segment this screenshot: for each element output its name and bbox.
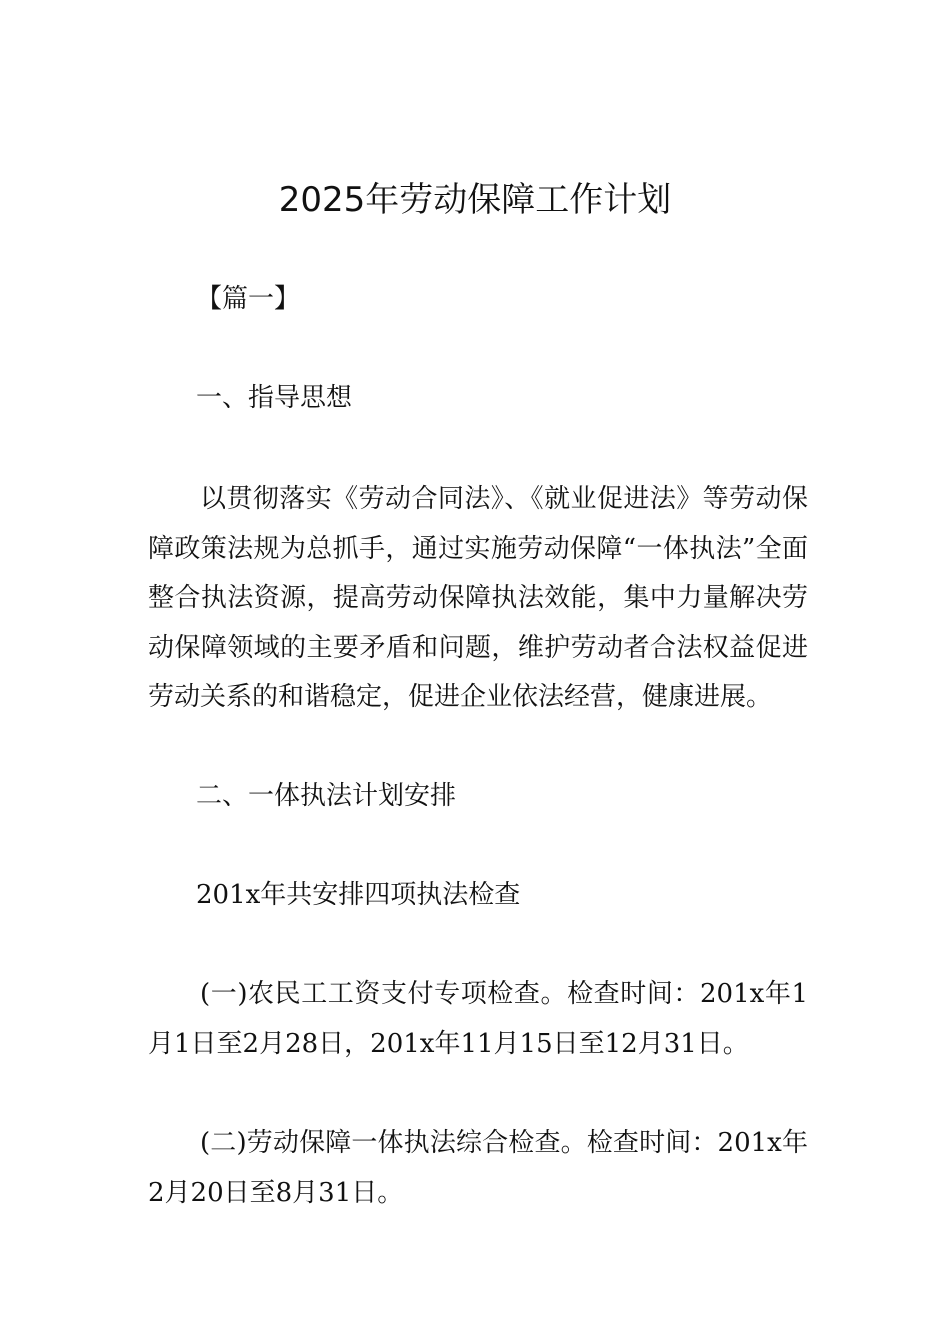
part-label: 【篇一】 — [196, 284, 301, 314]
section-heading-guiding-ideology: 一、指导思想 — [196, 383, 353, 413]
guiding-ideology-paragraph: 以贯彻落实《劳动合同法》、《就业促进法》等劳动保障政策法规为总抓手，通过实施劳动保障“一体执法”全面整合执法资源，提高劳动保障执法效能，集中力量解决劳动保障领域的主要矛盾和问题，维护劳动者合法权益促进劳动关系的和谐稳定，促进企业依法经营，健康进展。 — [148, 484, 808, 712]
section-heading-enforcement-plan: 二、一体执法计划安排 — [196, 781, 457, 811]
document-title: 2025年劳动保障工作计划 — [278, 180, 672, 220]
list-item-comprehensive-inspection: (二)劳动保障一体执法综合检查。检查时间：201x年2月20日至8月31日。 — [148, 1128, 808, 1208]
list-item-migrant-wage-inspection: (一)农民工工资支付专项检查。检查时间：201x年1月1日至2月28日，201x年11月15日至12月31日。 — [148, 979, 808, 1059]
plan-intro: 201x年共安排四项执法检查 — [196, 880, 521, 910]
